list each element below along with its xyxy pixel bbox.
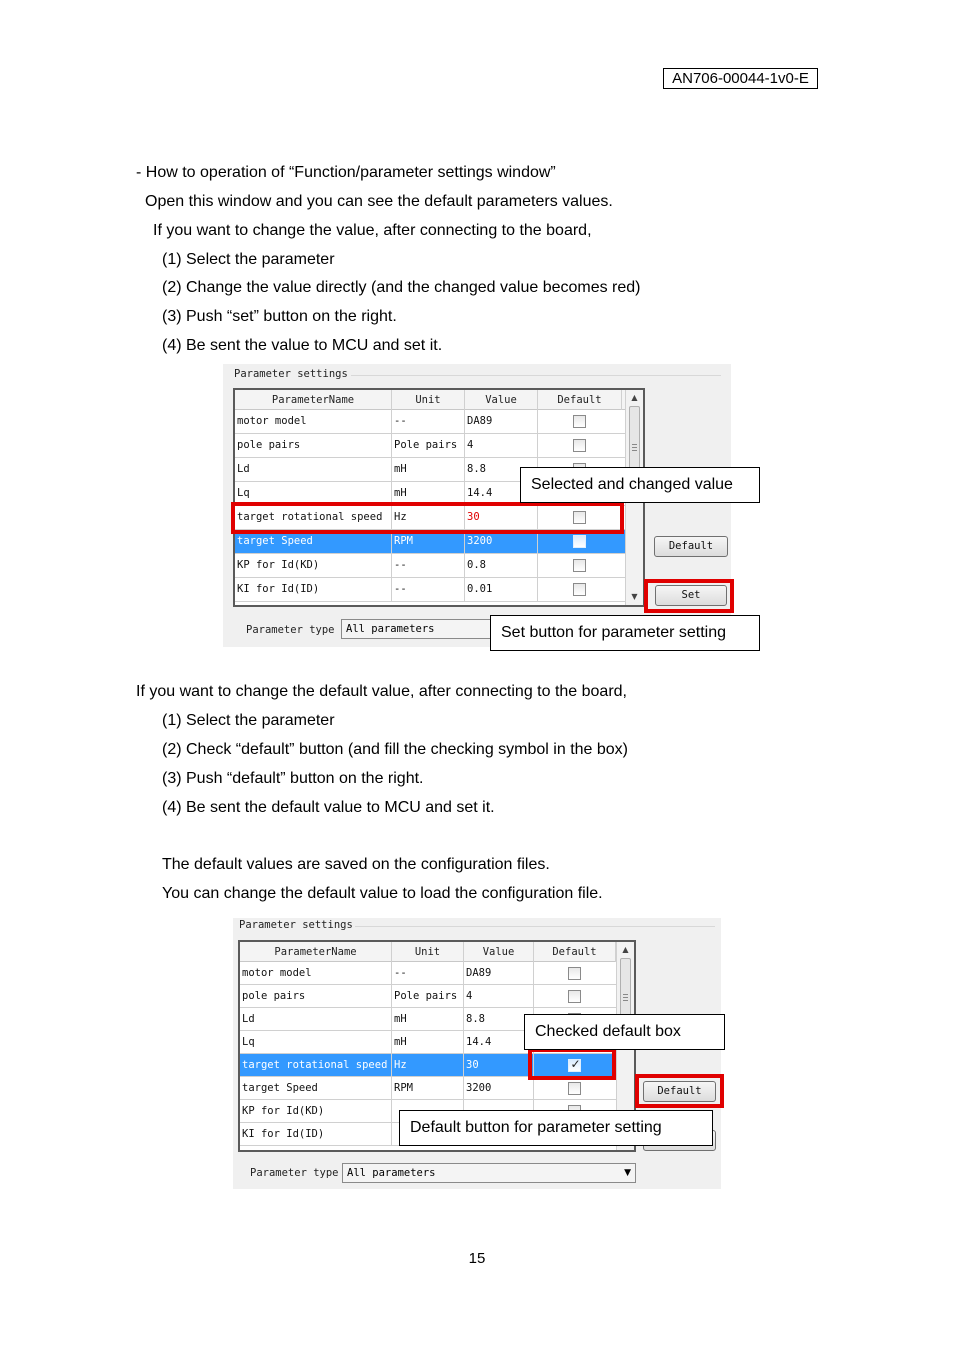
param-value[interactable]: 30 [464,1054,534,1076]
note-line: The default values are saved on the configuration files. [162,856,550,873]
step-item: (4) Be sent the default value to MCU and set it. [162,799,495,816]
highlight-set-button [644,579,734,613]
param-value[interactable]: 3200 [465,530,538,553]
default-checkbox[interactable] [568,990,581,1003]
callout-set-button: Set button for parameter setting [490,615,760,651]
param-name: Ld [235,458,392,481]
param-value[interactable]: DA89 [464,962,534,984]
column-header: Value [464,942,534,962]
intro-line: If you want to change the default value, after connecting to the board, [136,683,627,700]
table-row[interactable] [240,962,616,985]
param-name: Lq [240,1031,392,1053]
column-header: ParameterName [235,390,392,410]
step-item: (1) Select the parameter [162,712,335,729]
checkmark-icon: ✓ [570,1057,581,1071]
param-value-changed[interactable]: 30 [465,506,538,529]
default-checkbox[interactable] [573,415,586,428]
param-value[interactable]: 3200 [464,1077,534,1099]
section-heading: - How to operation of “Function/parameter settings window” [136,164,556,181]
table-header [240,942,634,962]
set-button[interactable]: Set [655,585,727,606]
scroll-up-icon[interactable]: ▲ [631,393,638,402]
callout-checked-default: Checked default box [524,1014,725,1050]
param-value[interactable]: 0.8 [465,554,538,577]
param-unit: Pole pairs [392,985,464,1007]
param-value[interactable]: DA89 [465,410,538,433]
table-row[interactable] [240,1077,616,1100]
group-border [351,375,721,376]
column-header: Default [538,390,622,410]
dropdown-arrow-icon[interactable]: ▼ [624,1168,631,1178]
param-name: pole pairs [235,434,392,457]
param-name: KI for Id(ID) [240,1123,392,1145]
param-name: pole pairs [240,985,392,1007]
param-unit: RPM [392,1077,464,1099]
callout-selected-changed: Selected and changed value [520,467,760,503]
column-header: Unit [392,942,464,962]
table-header [235,390,643,410]
param-unit: Hz [392,1054,464,1076]
table-row[interactable] [235,554,625,578]
document-id: AN706-00044-1v0-E [663,68,818,89]
note-line: You can change the default value to load the configuration file. [162,885,603,902]
table-row[interactable] [235,578,625,602]
column-header: ParameterName [240,942,392,962]
scroll-down-icon[interactable]: ▼ [631,592,638,601]
table-row[interactable] [235,410,625,434]
step-item: (4) Be sent the value to MCU and set it. [162,337,443,354]
step-item: (3) Push “default” button on the right. [162,770,424,787]
param-name: motor model [240,962,392,984]
default-checkbox[interactable] [573,583,586,596]
param-value[interactable]: 0.01 [465,578,538,601]
param-unit: -- [392,554,465,577]
param-unit: -- [392,410,465,433]
highlight-default-button [635,1074,724,1108]
param-value[interactable]: 8.8 [464,1008,534,1030]
step-item: (1) Select the parameter [162,251,335,268]
step-item: (2) Check “default” button (and fill the checking symbol in the box) [162,741,629,758]
highlight-checked-box [528,1048,616,1080]
param-unit: mH [392,1031,464,1053]
param-value[interactable]: 4 [465,434,538,457]
param-name: Lq [235,482,392,505]
callout-default-button: Default button for parameter setting [399,1110,713,1146]
param-name: target rotational speed [240,1054,392,1076]
param-name: target rotational speed [235,506,392,529]
param-name: motor model [235,410,392,433]
param-unit: Pole pairs [392,434,465,457]
default-button[interactable]: Default [643,1081,716,1102]
param-name: target Speed [235,530,392,553]
parameter-type-select[interactable] [342,1163,636,1183]
table-row[interactable] [240,985,616,1008]
default-checkbox[interactable] [568,1082,581,1095]
default-button[interactable]: Default [654,536,728,557]
intro-line: If you want to change the value, after connecting to the board, [153,222,592,239]
column-header: Value [465,390,538,410]
default-checkbox[interactable] [573,559,586,572]
default-checkbox[interactable] [568,967,581,980]
default-checkbox[interactable] [573,439,586,452]
intro-line: Open this window and you can see the default parameters values. [145,193,613,210]
param-name: Ld [240,1008,392,1030]
parameter-type-label: Parameter type [246,624,335,636]
param-name: target Speed [240,1077,392,1099]
column-header: Unit [392,390,465,410]
parameter-type-label: Parameter type [250,1167,339,1179]
step-item: (2) Change the value directly (and the changed value becomes red) [162,279,641,296]
column-header: Default [534,942,616,962]
default-checkbox[interactable] [573,535,586,548]
param-unit: -- [392,962,464,984]
param-value[interactable]: 4 [464,985,534,1007]
table-row[interactable] [235,434,625,458]
step-item: (3) Push “set” button on the right. [162,308,397,325]
parameter-type-value: All parameters [347,1167,436,1179]
param-unit: Hz [392,506,465,529]
page-number: 15 [468,1250,486,1267]
highlight-selected-row [231,502,624,534]
param-value[interactable]: 8.8 [465,458,538,481]
param-name: KP for Id(KD) [235,554,392,577]
param-unit: mH [392,1008,464,1030]
param-unit: mH [392,482,465,505]
param-name: KI for Id(ID) [235,578,392,601]
param-name: KP for Id(KD) [240,1100,392,1122]
param-value[interactable]: 14.4 [465,482,538,505]
panel-title: Parameter settings [239,919,353,931]
group-border [355,926,715,927]
param-value[interactable]: 14.4 [464,1031,534,1053]
parameter-settings-panel [233,918,721,1189]
scroll-up-icon[interactable]: ▲ [622,945,629,954]
param-unit: mH [392,458,465,481]
panel-title: Parameter settings [234,368,348,380]
param-unit: RPM [392,530,465,553]
parameter-type-value: All parameters [346,623,435,635]
param-unit: -- [392,578,465,601]
